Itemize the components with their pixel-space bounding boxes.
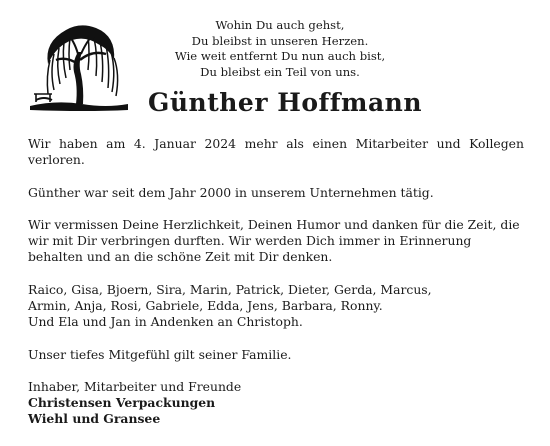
paragraph-memories: Wir vermissen Deine Herzlichkeit, Deinen Humor und danken für die Zeit, die wir mit Dir verbringen durften. Wir werden Dich immer in Erinnerung behalten und an die schöne Zeit mit Dir denken. — [28, 216, 520, 265]
notice-body — [28, 136, 524, 428]
names-line: Und Ela und Jan in Andenken an Christoph. — [28, 314, 303, 330]
signature-location: Wiehl und Gransee — [28, 411, 161, 427]
signature-company: Christensen Verpackungen — [28, 395, 216, 411]
paragraph-loss: Wir haben am 4. Januar 2024 mehr als einen Mitarbeiter und Kollegen verloren. — [28, 136, 524, 168]
names-line: Armin, Anja, Rosi, Gabriele, Edda, Jens, Barbara, Ronny. — [28, 297, 383, 313]
poem — [160, 18, 400, 80]
signature-line: Inhaber, Mitarbeiter und Freunde — [28, 378, 242, 394]
signature — [28, 379, 524, 428]
paragraph-employment: Günther war seit dem Jahr 2000 in unserem Unternehmen tätig. — [28, 184, 434, 200]
poem-line: Du bleibst ein Teil von uns. — [200, 64, 360, 79]
poem-line: Du bleibst in unseren Herzen. — [191, 33, 369, 48]
paragraph-condolence: Unser tiefes Mitgefühl gilt seiner Familie. — [28, 346, 292, 362]
weeping-willow-tree-icon — [26, 20, 132, 112]
names-line: Raico, Gisa, Bjoern, Sira, Marin, Patrick, Dieter, Gerda, Marcus, — [28, 281, 432, 297]
poem-line: Wie weit entfernt Du nun auch bist, — [174, 49, 386, 64]
paragraph-names — [28, 282, 524, 331]
poem-line: Wohin Du auch gehst, — [215, 18, 345, 32]
deceased-name: Günther Hoffmann — [148, 88, 423, 117]
